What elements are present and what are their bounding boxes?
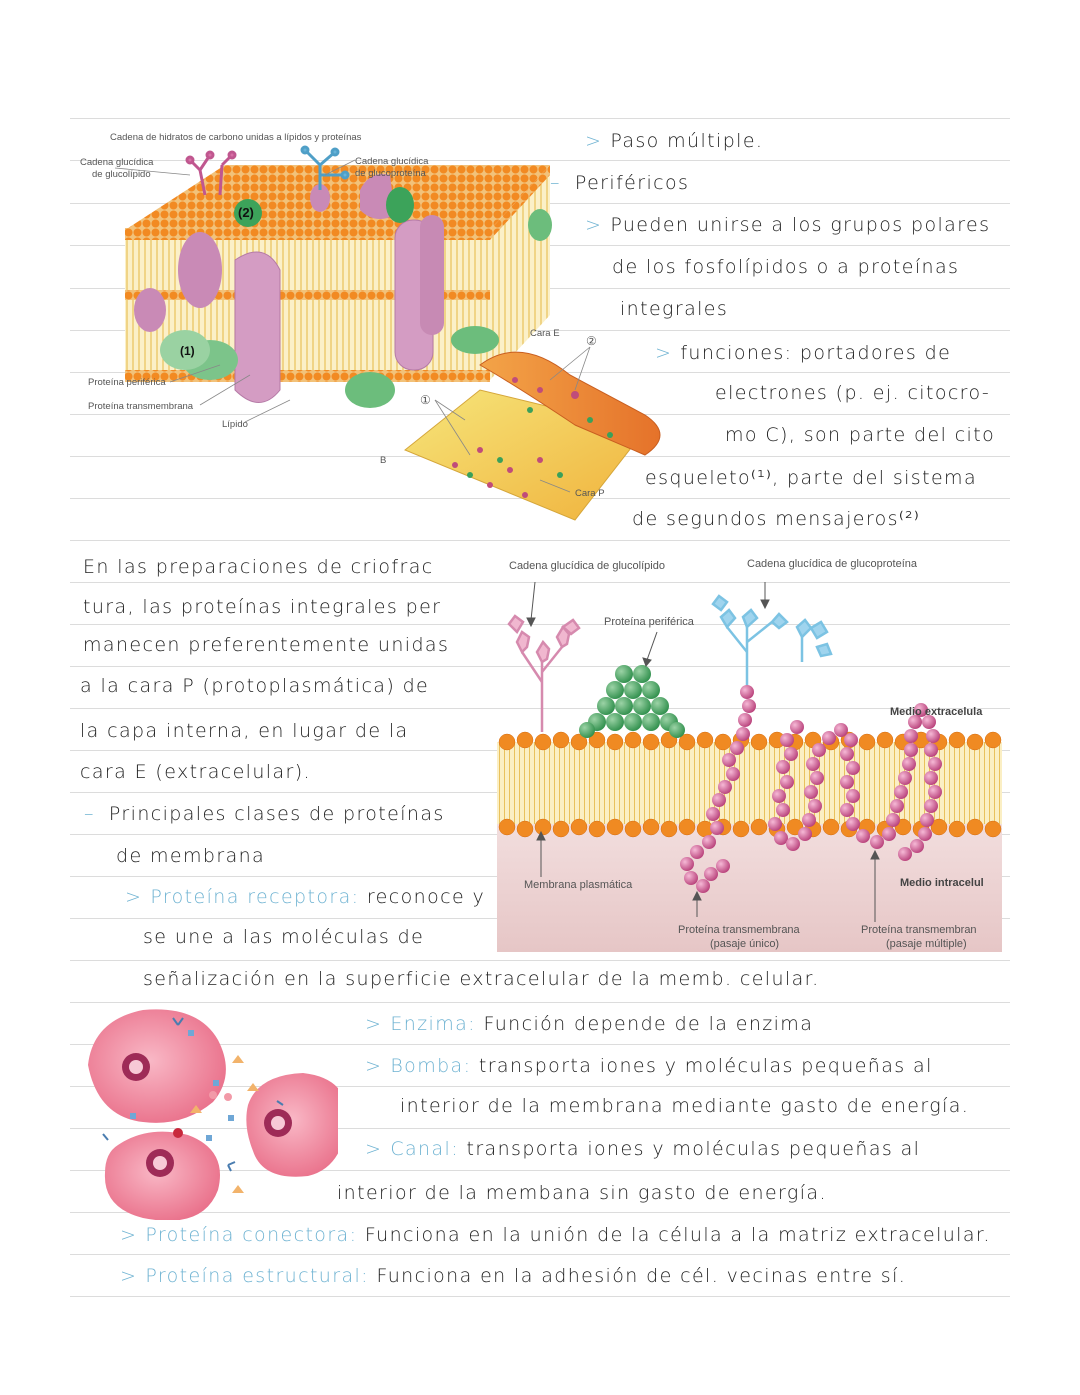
fig2-cadena-glucoproteina: Cadena glucídica de glucoproteína (747, 558, 918, 570)
note-segundos-mensajeros: de segundos mensajeros⁽²⁾ (632, 508, 921, 530)
canal-line-2: interior de la membana sin gasto de energía. (337, 1182, 827, 1204)
fig2-cadena-glucolipido: Cadena glucídica de glucolípido (509, 560, 665, 572)
fig2-transmembrana-unico-2: (pasaje único) (710, 938, 780, 950)
fig1-cadena-glucolipido-2: de glucolípido (92, 169, 151, 180)
fig1-marker-1: (1) (180, 344, 195, 358)
fig2-medio-intracelular: Medio intracelul (900, 877, 984, 889)
note-integrales: integrales (620, 298, 729, 320)
left-line-2: tura, las proteínas integrales per (83, 596, 442, 618)
left-line-7: – Principales clases de proteínas (84, 803, 445, 825)
fig1-lipido: Lípido (222, 419, 248, 430)
fig1-circ-2: ② (586, 334, 597, 348)
note-esqueleto: esqueleto⁽¹⁾, parte del sistema (645, 467, 977, 489)
receptora-line-3: señalización en la superficie extracelular de la memb. celular. (143, 968, 820, 990)
left-line-8: de membrana (116, 845, 266, 867)
left-line-6: cara E (extracelular). (80, 761, 311, 783)
fig1-marker-2: (2) (238, 205, 254, 220)
fig1-title: Cadena de hidratos de carbono unidas a lípidos y proteínas (110, 132, 362, 143)
note-citocromo: mo C), son parte del cito (725, 424, 996, 446)
fig2-transmembrana-multiple-2: (pasaje múltiple) (886, 938, 967, 950)
left-line-3: manecen preferentemente unidas (83, 634, 450, 656)
fig1-b: B (380, 455, 387, 466)
left-line-1: En las preparaciones de criofrac (83, 556, 434, 578)
fig1-cadena-glucoproteina-2: de glucoproteína (355, 168, 426, 179)
note-electrones: electrones (p. ej. citocro- (715, 382, 991, 404)
note-paso-multiple: > Paso múltiple. (585, 130, 764, 152)
fig1-cara-e: Cara E (530, 328, 560, 339)
fig1-proteina-periferica: Proteína periférica (88, 377, 166, 388)
fig2-proteina-periferica: Proteína periférica (604, 616, 694, 628)
fig2-medio-extracelular: Medio extracelula (890, 706, 983, 718)
note-perifericos: – Periféricos (550, 172, 690, 194)
note-funciones: > funciones: portadores de (655, 342, 952, 364)
note-fosfolipidos: de los fosfolípidos o a proteínas (612, 256, 960, 278)
estructural-line: > Proteína estructural: Funciona en la adhesión de cél. vecinas entre sí. (120, 1265, 907, 1287)
bomba-line-1: > Bomba: transporta iones y moléculas pequeñas al (365, 1055, 933, 1077)
left-line-4: a la cara P (protoplasmática) de (80, 675, 430, 697)
enzima-line: > Enzima: Función depende de la enzima (365, 1013, 814, 1035)
canal-line-1: > Canal: transporta iones y moléculas pequeñas al (365, 1138, 921, 1160)
receptora-line-2: se une a las moléculas de (143, 926, 425, 948)
left-line-5: la capa interna, en lugar de la (80, 720, 409, 742)
fig1-circ-1: ① (420, 393, 431, 407)
receptora-line-1: > Proteína receptora: reconoce y (125, 886, 486, 908)
fig1-cara-p: Cara P (575, 488, 605, 499)
fig1-proteina-transmembrana: Proteína transmembrana (88, 401, 194, 412)
note-pueden-unirse: > Pueden unirse a los grupos polares (585, 214, 991, 236)
conectora-line: > Proteína conectora: Funciona en la unión de la célula a la matriz extracelular. (120, 1224, 991, 1246)
fig1-cadena-glucolipido-1: Cadena glucídica (80, 157, 154, 168)
fig1-cadena-glucoproteina-1: Cadena glucídica (355, 156, 429, 167)
fig2-transmembrana-unico-1: Proteína transmembrana (678, 924, 800, 936)
bomba-line-2: interior de la membrana mediante gasto de energía. (400, 1095, 970, 1117)
fig2-transmembrana-multiple-1: Proteína transmembran (861, 924, 977, 936)
cell-signaling-illustration (78, 1005, 338, 1220)
fig2-membrana-plasmatica: Membrana plasmática (524, 879, 633, 891)
